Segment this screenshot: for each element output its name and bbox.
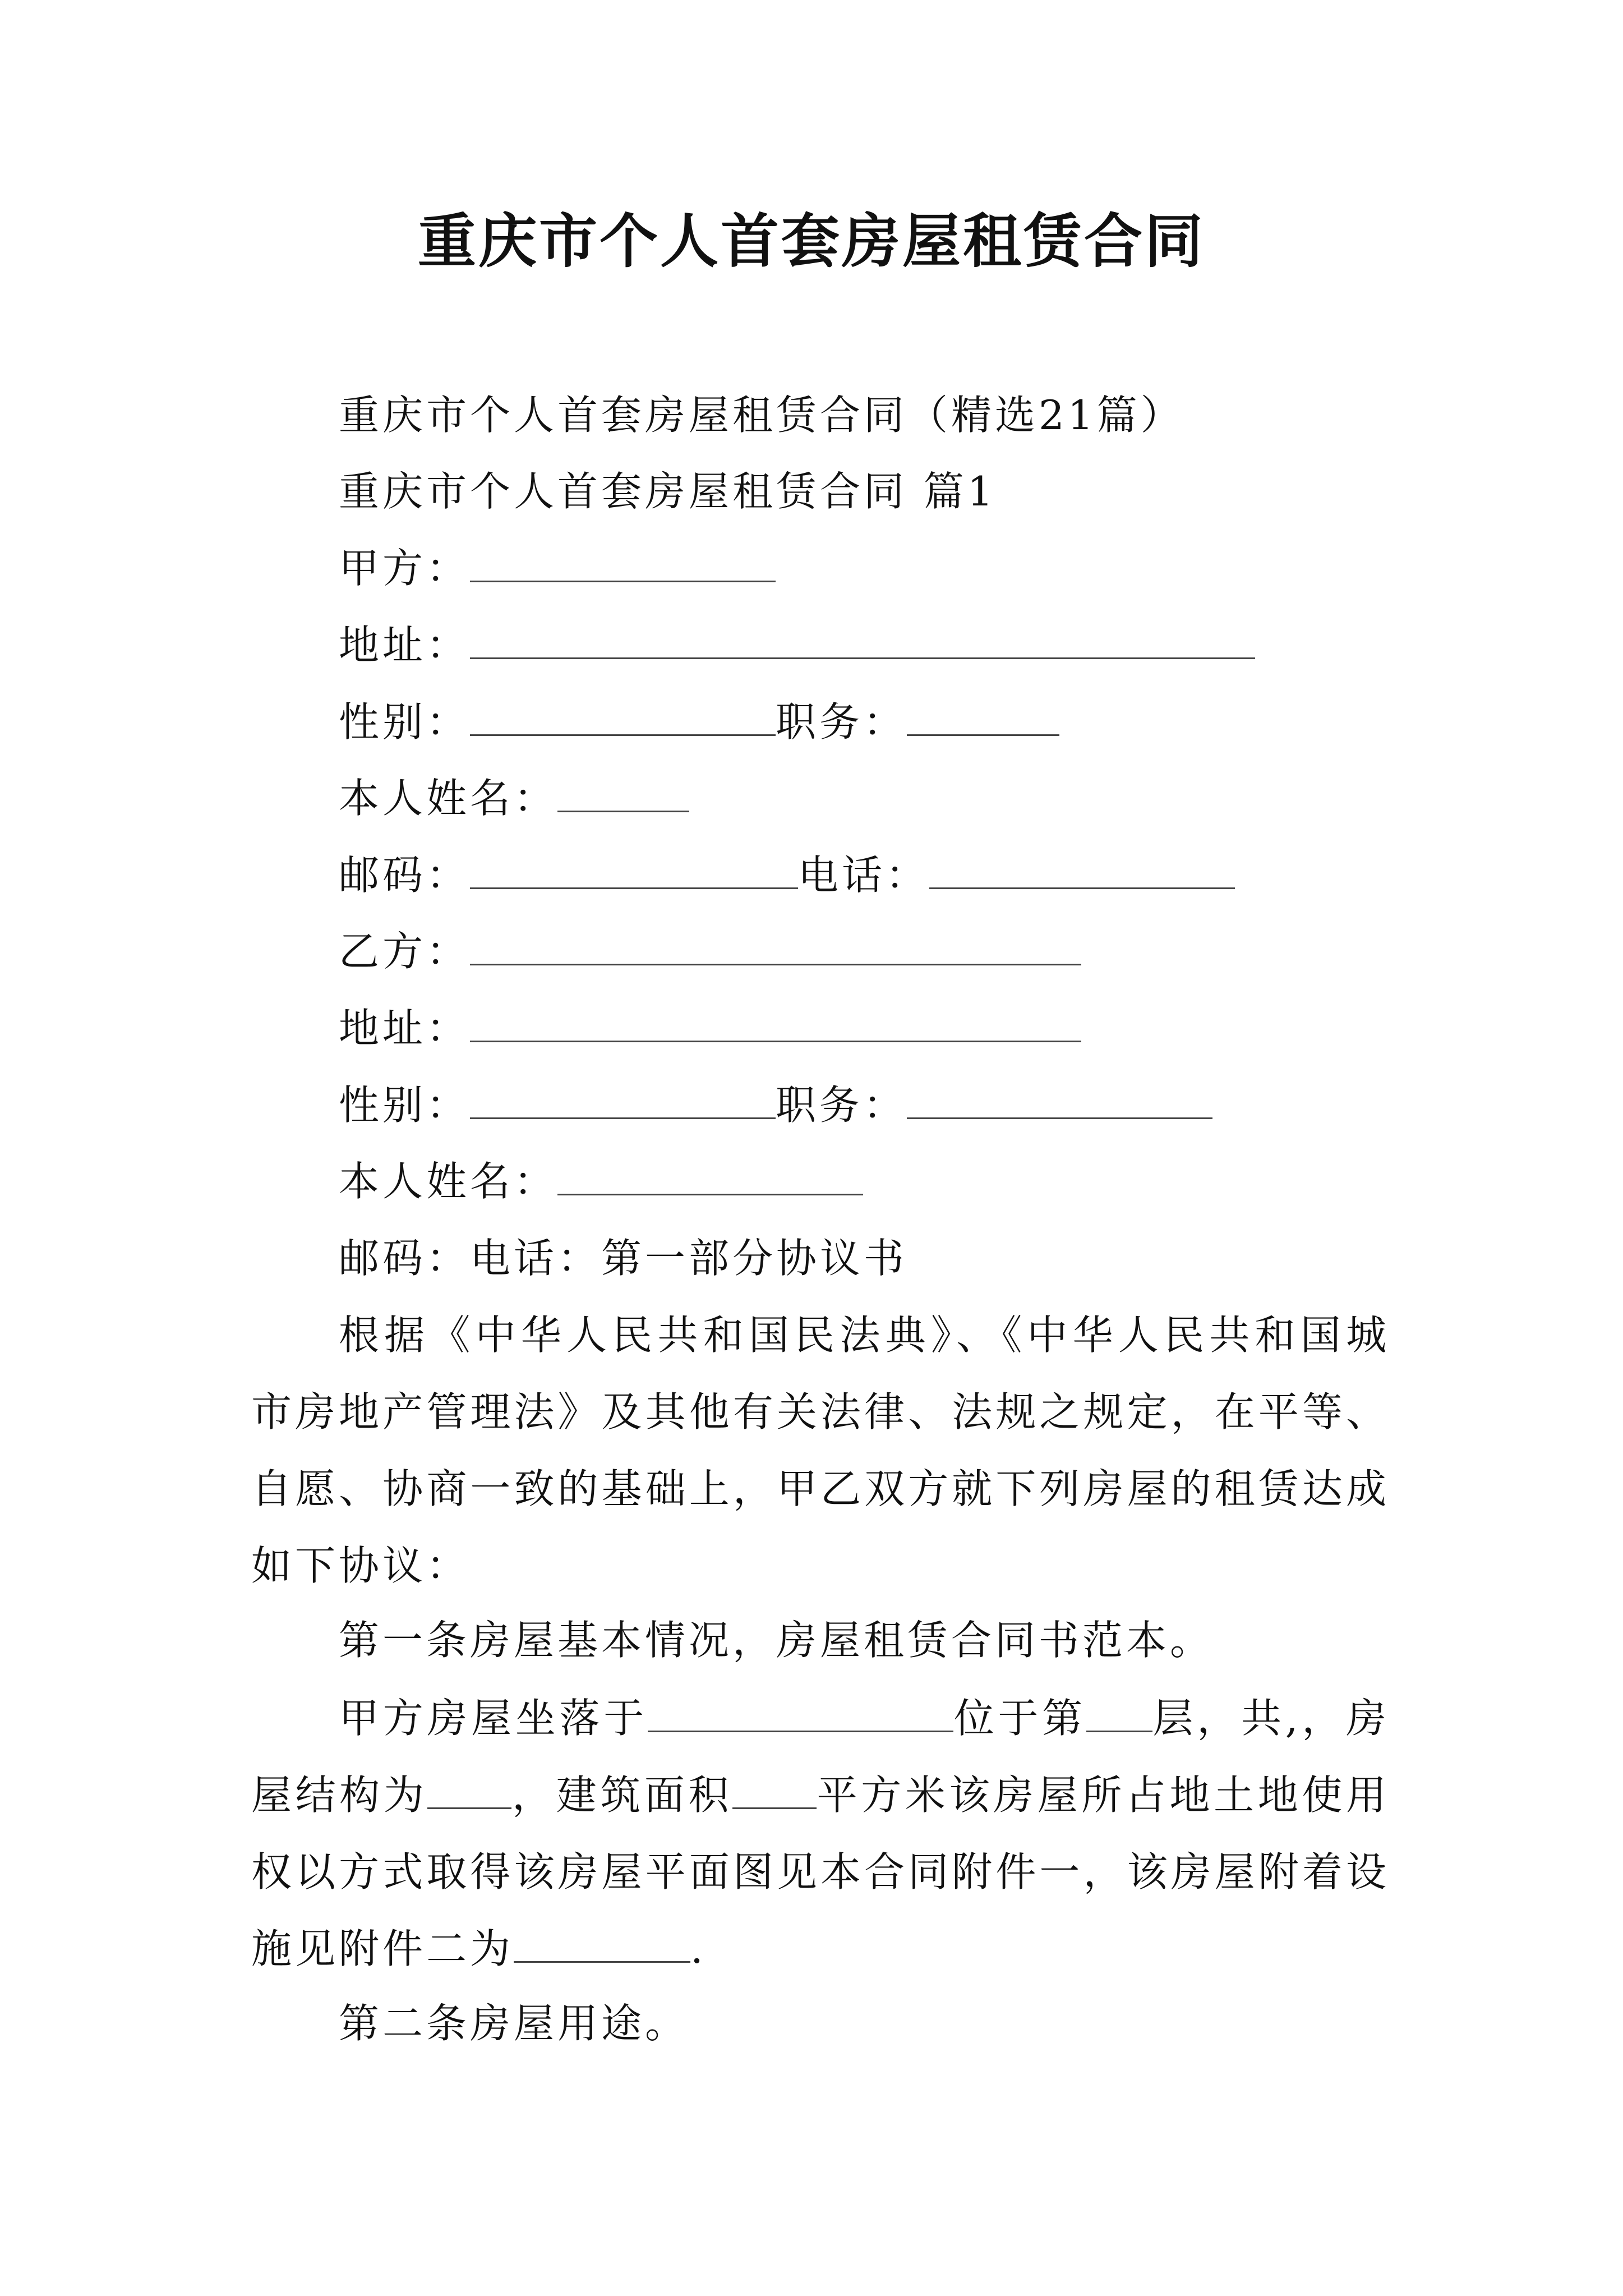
party-b-gender-label: 性别： (339, 1082, 471, 1129)
article-1-part3: 层，共,，房屋结构为 (251, 1695, 1390, 1819)
article-1-part6: . (690, 1925, 707, 1972)
party-b-name-label: 本人姓名： (339, 1158, 558, 1205)
article-1-facilities-blank (514, 1922, 690, 1963)
party-a-name-label: 本人姓名： (339, 775, 558, 822)
document-title: 重庆市个人首套房屋租赁合同 (417, 206, 1205, 275)
article-1-part5: 平方米该房屋所占地土地使用权以方式取得该房屋平面图见本合同附件一，该房屋附着设施见附件二为 (251, 1772, 1390, 1972)
party-b-position-label: 职务： (776, 1082, 907, 1129)
party-b-name-blank (557, 1154, 863, 1195)
party-b-label: 乙方： (339, 928, 471, 975)
article-1-heading: 第一条房屋基本情况，房屋租赁合同书范本。 (339, 1617, 1214, 1664)
article-2-heading: 第二条房屋用途。 (339, 2000, 689, 2047)
party-b-address-row (339, 1000, 1081, 1056)
party-a-name-row (339, 770, 689, 826)
party-a-address-blank (470, 618, 1255, 659)
intro-paragraph: 根据《中华人民共和国民法典》、《中华人民共和国城市房地产管理法》及其他有关法律、法规之规定，在平等、自愿、协商一致的基础上，甲乙双方就下列房屋的租赁达成如下协议： (251, 1312, 1390, 1589)
article-1-floor-blank (1086, 1691, 1152, 1732)
party-b-row (339, 923, 1081, 979)
party-a-name-blank (557, 771, 689, 812)
party-b-blank (470, 924, 1081, 965)
party-b-gender-blank (470, 1078, 776, 1119)
party-b-address-blank (470, 1001, 1081, 1042)
article-1-body (251, 1680, 1390, 1987)
article-1-part4: ，建筑面积 (511, 1772, 733, 1819)
party-a-gender-row (339, 694, 1059, 750)
party-a-gender-label: 性别： (339, 698, 471, 746)
party-a-postcode-row (339, 847, 1235, 903)
article-1-area-blank (732, 1768, 817, 1809)
party-a-postcode-label: 邮码： (339, 852, 471, 899)
article-1-location-blank (648, 1691, 953, 1732)
party-a-phone-blank (929, 848, 1235, 889)
party-b-address-label: 地址： (339, 1005, 471, 1052)
article-1-structure-blank (427, 1768, 511, 1809)
party-a-label: 甲方： (339, 545, 471, 592)
document-subtitle: 重庆市个人首套房屋租赁合同（精选21篇） (339, 392, 1184, 439)
party-b-position-blank (907, 1078, 1212, 1119)
party-a-position-label: 职务： (776, 698, 907, 746)
party-a-phone-label: 电话： (798, 852, 930, 899)
party-a-address-label: 地址： (339, 622, 471, 669)
article-1-part1: 甲方房屋坐落于 (339, 1695, 648, 1742)
article-1-part2: 位于第 (953, 1695, 1086, 1742)
party-a-blank (470, 541, 776, 582)
party-a-row (339, 540, 776, 596)
section-heading: 重庆市个人首套房屋租赁合同 篇1 (339, 468, 997, 515)
contact-line: 邮码：电话：第一部分协议书 (339, 1235, 908, 1282)
party-a-address-row (339, 617, 1255, 673)
party-a-gender-blank (470, 695, 776, 736)
party-b-name-row (339, 1153, 863, 1209)
party-a-postcode-blank (470, 848, 798, 889)
party-a-position-blank (907, 695, 1059, 736)
party-b-gender-row (339, 1077, 1212, 1133)
